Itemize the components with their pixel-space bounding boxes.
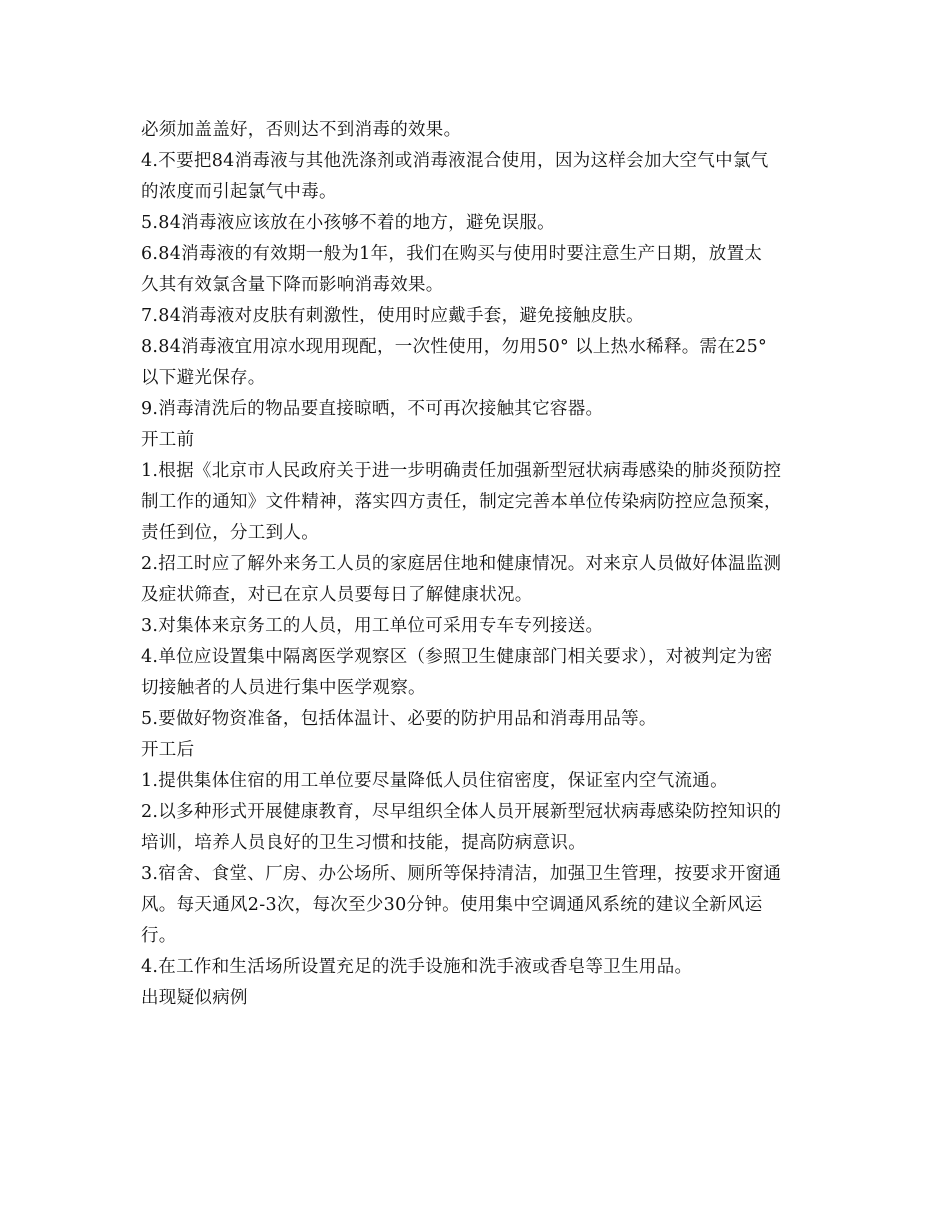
section-heading: 开工前 [141, 430, 195, 450]
section-heading: 出现疑似病例 [141, 988, 248, 1008]
text-line: 3.对集体来京务工的人员，用工单位可采用专车专列接送。 [141, 616, 604, 636]
document-body [141, 115, 813, 1014]
text-line: 9.消毒清洗后的物品要直接晾晒，不可再次接触其它容器。 [141, 399, 604, 419]
text-line: 切接触者的人员进行集中医学观察。 [141, 678, 426, 698]
text-line: 培训，培养人员良好的卫生习惯和技能，提高防病意识。 [141, 833, 586, 853]
text-line: 4.在工作和生活场所设置充足的洗手设施和洗手液或香皂等卫生用品。 [141, 957, 693, 977]
text-line: 5.要做好物资准备，包括体温计、必要的防护用品和消毒用品等。 [141, 709, 657, 729]
text-line: 5.84消毒液应该放在小孩够不着的地方，避免误服。 [141, 213, 555, 233]
text-line: 久其有效氯含量下降而影响消毒效果。 [141, 275, 444, 295]
text-line: 1.提供集体住宿的用工单位要尽量降低人员住宿密度，保证室内空气流通。 [141, 771, 728, 791]
text-line: 1.根据《北京市人民政府关于进一步明确责任加强新型冠状病毒感染的肺炎预防控 [141, 461, 782, 481]
text-line: 行。 [141, 926, 177, 946]
section-heading: 开工后 [141, 740, 195, 760]
text-line: 3.宿舍、食堂、厂房、办公场所、厕所等保持清洁，加强卫生管理，按要求开窗通 [141, 864, 782, 884]
text-line: 的浓度而引起氯气中毒。 [141, 182, 337, 202]
text-line: 必须加盖盖好，否则达不到消毒的效果。 [141, 120, 462, 140]
text-line: 4.不要把84消毒液与其他洗涤剂或消毒液混合使用，因为这样会加大空气中氯气 [141, 151, 769, 171]
text-line: 风。每天通风2-3次，每次至少30分钟。使用集中空调通风系统的建议全新风运 [141, 895, 763, 915]
text-line: 8.84消毒液宜用凉水现用现配，一次性使用，勿用50° 以上热水稀释。需在25° [141, 337, 768, 357]
text-line: 6.84消毒液的有效期一般为1年，我们在购买与使用时要注意生产日期，放置太 [141, 244, 763, 264]
text-line: 7.84消毒液对皮肤有刺激性，使用时应戴手套，避免接触皮肤。 [141, 306, 644, 326]
text-line: 制工作的通知》文件精神，落实四方责任，制定完善本单位传染病防控应急预案， [141, 492, 782, 512]
text-line: 责任到位，分工到人。 [141, 523, 319, 543]
text-line: 以下避光保存。 [141, 368, 266, 388]
text-line: 4.单位应设置集中隔离医学观察区（参照卫生健康部门相关要求），对被判定为密 [141, 647, 773, 667]
text-line: 2.招工时应了解外来务工人员的家庭居住地和健康情况。对来京人员做好体温监测 [141, 554, 782, 574]
text-line: 及症状筛查，对已在京人员要每日了解健康状况。 [141, 585, 533, 605]
text-line: 2.以多种形式开展健康教育，尽早组织全体人员开展新型冠状病毒感染防控知识的 [141, 802, 782, 822]
